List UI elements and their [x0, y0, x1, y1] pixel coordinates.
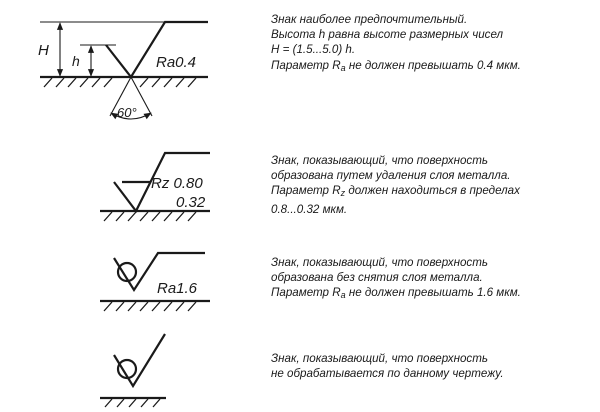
symbol-4-unprocessed-sign — [100, 334, 166, 407]
desc-text: Параметр R — [271, 184, 341, 198]
desc-line: Знак, показывающий, что поверхность — [271, 352, 488, 365]
symbol-3-no-removal-sign — [100, 253, 210, 311]
roughness-value-032: 0.32 — [176, 194, 206, 211]
desc-line: 0.8...0.32 мкм. — [271, 202, 348, 216]
desc-line: H = (1.5...5.0) h. — [271, 43, 356, 57]
desc-line — [271, 285, 596, 303]
roughness-value-rz080: Rz 0.80 — [151, 175, 203, 192]
roughness-value-ra16: Ra1.6 — [157, 280, 198, 297]
surface-hatching — [104, 302, 196, 311]
desc-line: Знак наиболее предпочтительный. — [271, 13, 468, 26]
symbol-1-preferred-sign — [38, 22, 208, 120]
desc-line: Знак, показывающий, что поверхность — [271, 154, 488, 167]
desc-subscript: a — [340, 290, 346, 301]
description-unprocessed — [271, 351, 596, 381]
surface-hatching — [104, 212, 196, 221]
desc-line: Высота h равна высоте размерных чисел — [271, 28, 504, 42]
desc-text: Параметр R — [271, 286, 341, 300]
desc-subscript: a — [340, 62, 346, 73]
label-angle-60: 60° — [117, 105, 137, 120]
description-preferred-sign — [271, 12, 596, 76]
unprocessed-sign-mark — [114, 334, 165, 386]
label-H: H — [38, 42, 49, 59]
surface-hatching — [44, 78, 196, 87]
description-material-removal — [271, 153, 596, 217]
desc-line: образована путем удаления слоя металла. — [271, 169, 511, 183]
desc-line: Знак, показывающий, что поверхность — [271, 256, 488, 269]
description-no-removal — [271, 255, 596, 304]
roughness-value-ra04: Ra0.4 — [156, 54, 197, 71]
desc-line: образована без снятия слоя металла. — [271, 271, 483, 285]
desc-line — [271, 183, 596, 201]
desc-line: не обрабатывается по данному чертежу. — [271, 367, 504, 381]
desc-subscript: z — [340, 188, 346, 199]
symbol-2-material-removal-sign — [100, 153, 210, 221]
desc-text: не должен превышать 0.4 мкм. — [345, 58, 521, 72]
label-h: h — [72, 53, 80, 69]
desc-text: должен находиться в пределах — [345, 184, 520, 198]
desc-line — [271, 58, 596, 76]
desc-text: не должен превышать 1.6 мкм. — [345, 286, 521, 300]
surface-hatching — [105, 399, 160, 407]
desc-text: Параметр R — [271, 58, 341, 72]
